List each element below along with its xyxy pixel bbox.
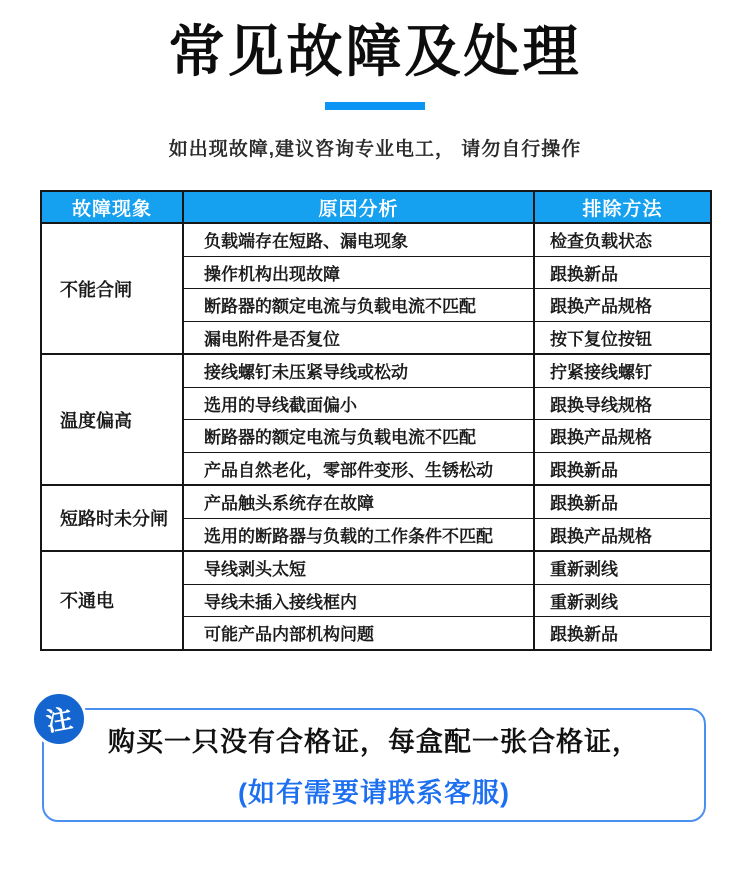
phenomenon-cell: 不能合闸 — [41, 223, 183, 354]
note-text-line1: 购买一只没有合格证，每盒配一张合格证， — [108, 726, 640, 757]
page-subtitle: 如出现故障,建议咨询专业电工， 请勿自行操作 — [168, 139, 582, 160]
cause-cell: 产品触头系统存在故障 — [183, 485, 534, 518]
solution-cell: 跟换新品 — [534, 617, 711, 650]
solution-cell: 拧紧接线螺钉 — [534, 354, 711, 387]
table-row — [41, 485, 711, 518]
cause-cell: 操作机构出现故障 — [183, 256, 534, 289]
phenomenon-cell: 短路时未分闸 — [41, 485, 183, 551]
table-row — [41, 354, 711, 387]
header-phenomenon: 故障现象 — [41, 191, 183, 223]
title-underline-bar — [325, 102, 425, 110]
solution-cell: 重新剥线 — [534, 551, 711, 584]
note-box — [42, 702, 706, 822]
cause-cell: 断路器的额定电流与负载电流不匹配 — [183, 289, 534, 322]
cause-cell: 负载端存在短路、漏电现象 — [183, 223, 534, 256]
note-badge — [31, 691, 87, 747]
table-row — [41, 223, 711, 256]
solution-cell: 跟换新品 — [534, 485, 711, 518]
solution-cell: 跟换新品 — [534, 256, 711, 289]
cause-cell: 选用的断路器与负载的工作条件不匹配 — [183, 518, 534, 551]
solution-cell: 跟换新品 — [534, 452, 711, 485]
phenomenon-cell: 温度偏高 — [41, 354, 183, 485]
header-row — [41, 191, 711, 223]
cause-cell: 导线未插入接线框内 — [183, 584, 534, 617]
note-badge-label: 注 — [43, 702, 75, 738]
solution-cell: 跟换产品规格 — [534, 289, 711, 322]
cause-cell: 产品自然老化，零部件变形、生锈松动 — [183, 452, 534, 485]
phenomenon-cell: 不通电 — [41, 551, 183, 650]
solution-cell: 跟换导线规格 — [534, 387, 711, 420]
header-cause: 原因分析 — [183, 191, 534, 223]
table-row — [41, 551, 711, 584]
cause-cell: 接线螺钉未压紧导线或松动 — [183, 354, 534, 387]
solution-cell: 按下复位按钮 — [534, 321, 711, 354]
fault-table — [40, 190, 712, 651]
solution-cell: 跟换产品规格 — [534, 420, 711, 453]
solution-cell: 重新剥线 — [534, 584, 711, 617]
cause-cell: 可能产品内部机构问题 — [183, 617, 534, 650]
note-text-line2: (如有需要请联系客服) — [238, 777, 510, 808]
cause-cell: 漏电附件是否复位 — [183, 321, 534, 354]
page-title: 常见故障及处理 — [168, 20, 582, 83]
cause-cell: 导线剥头太短 — [183, 551, 534, 584]
solution-cell: 检查负载状态 — [534, 223, 711, 256]
fault-table-header — [41, 191, 711, 223]
cause-cell: 断路器的额定电流与负载电流不匹配 — [183, 420, 534, 453]
cause-cell: 选用的导线截面偏小 — [183, 387, 534, 420]
solution-cell: 跟换产品规格 — [534, 518, 711, 551]
header-solution: 排除方法 — [534, 191, 711, 223]
